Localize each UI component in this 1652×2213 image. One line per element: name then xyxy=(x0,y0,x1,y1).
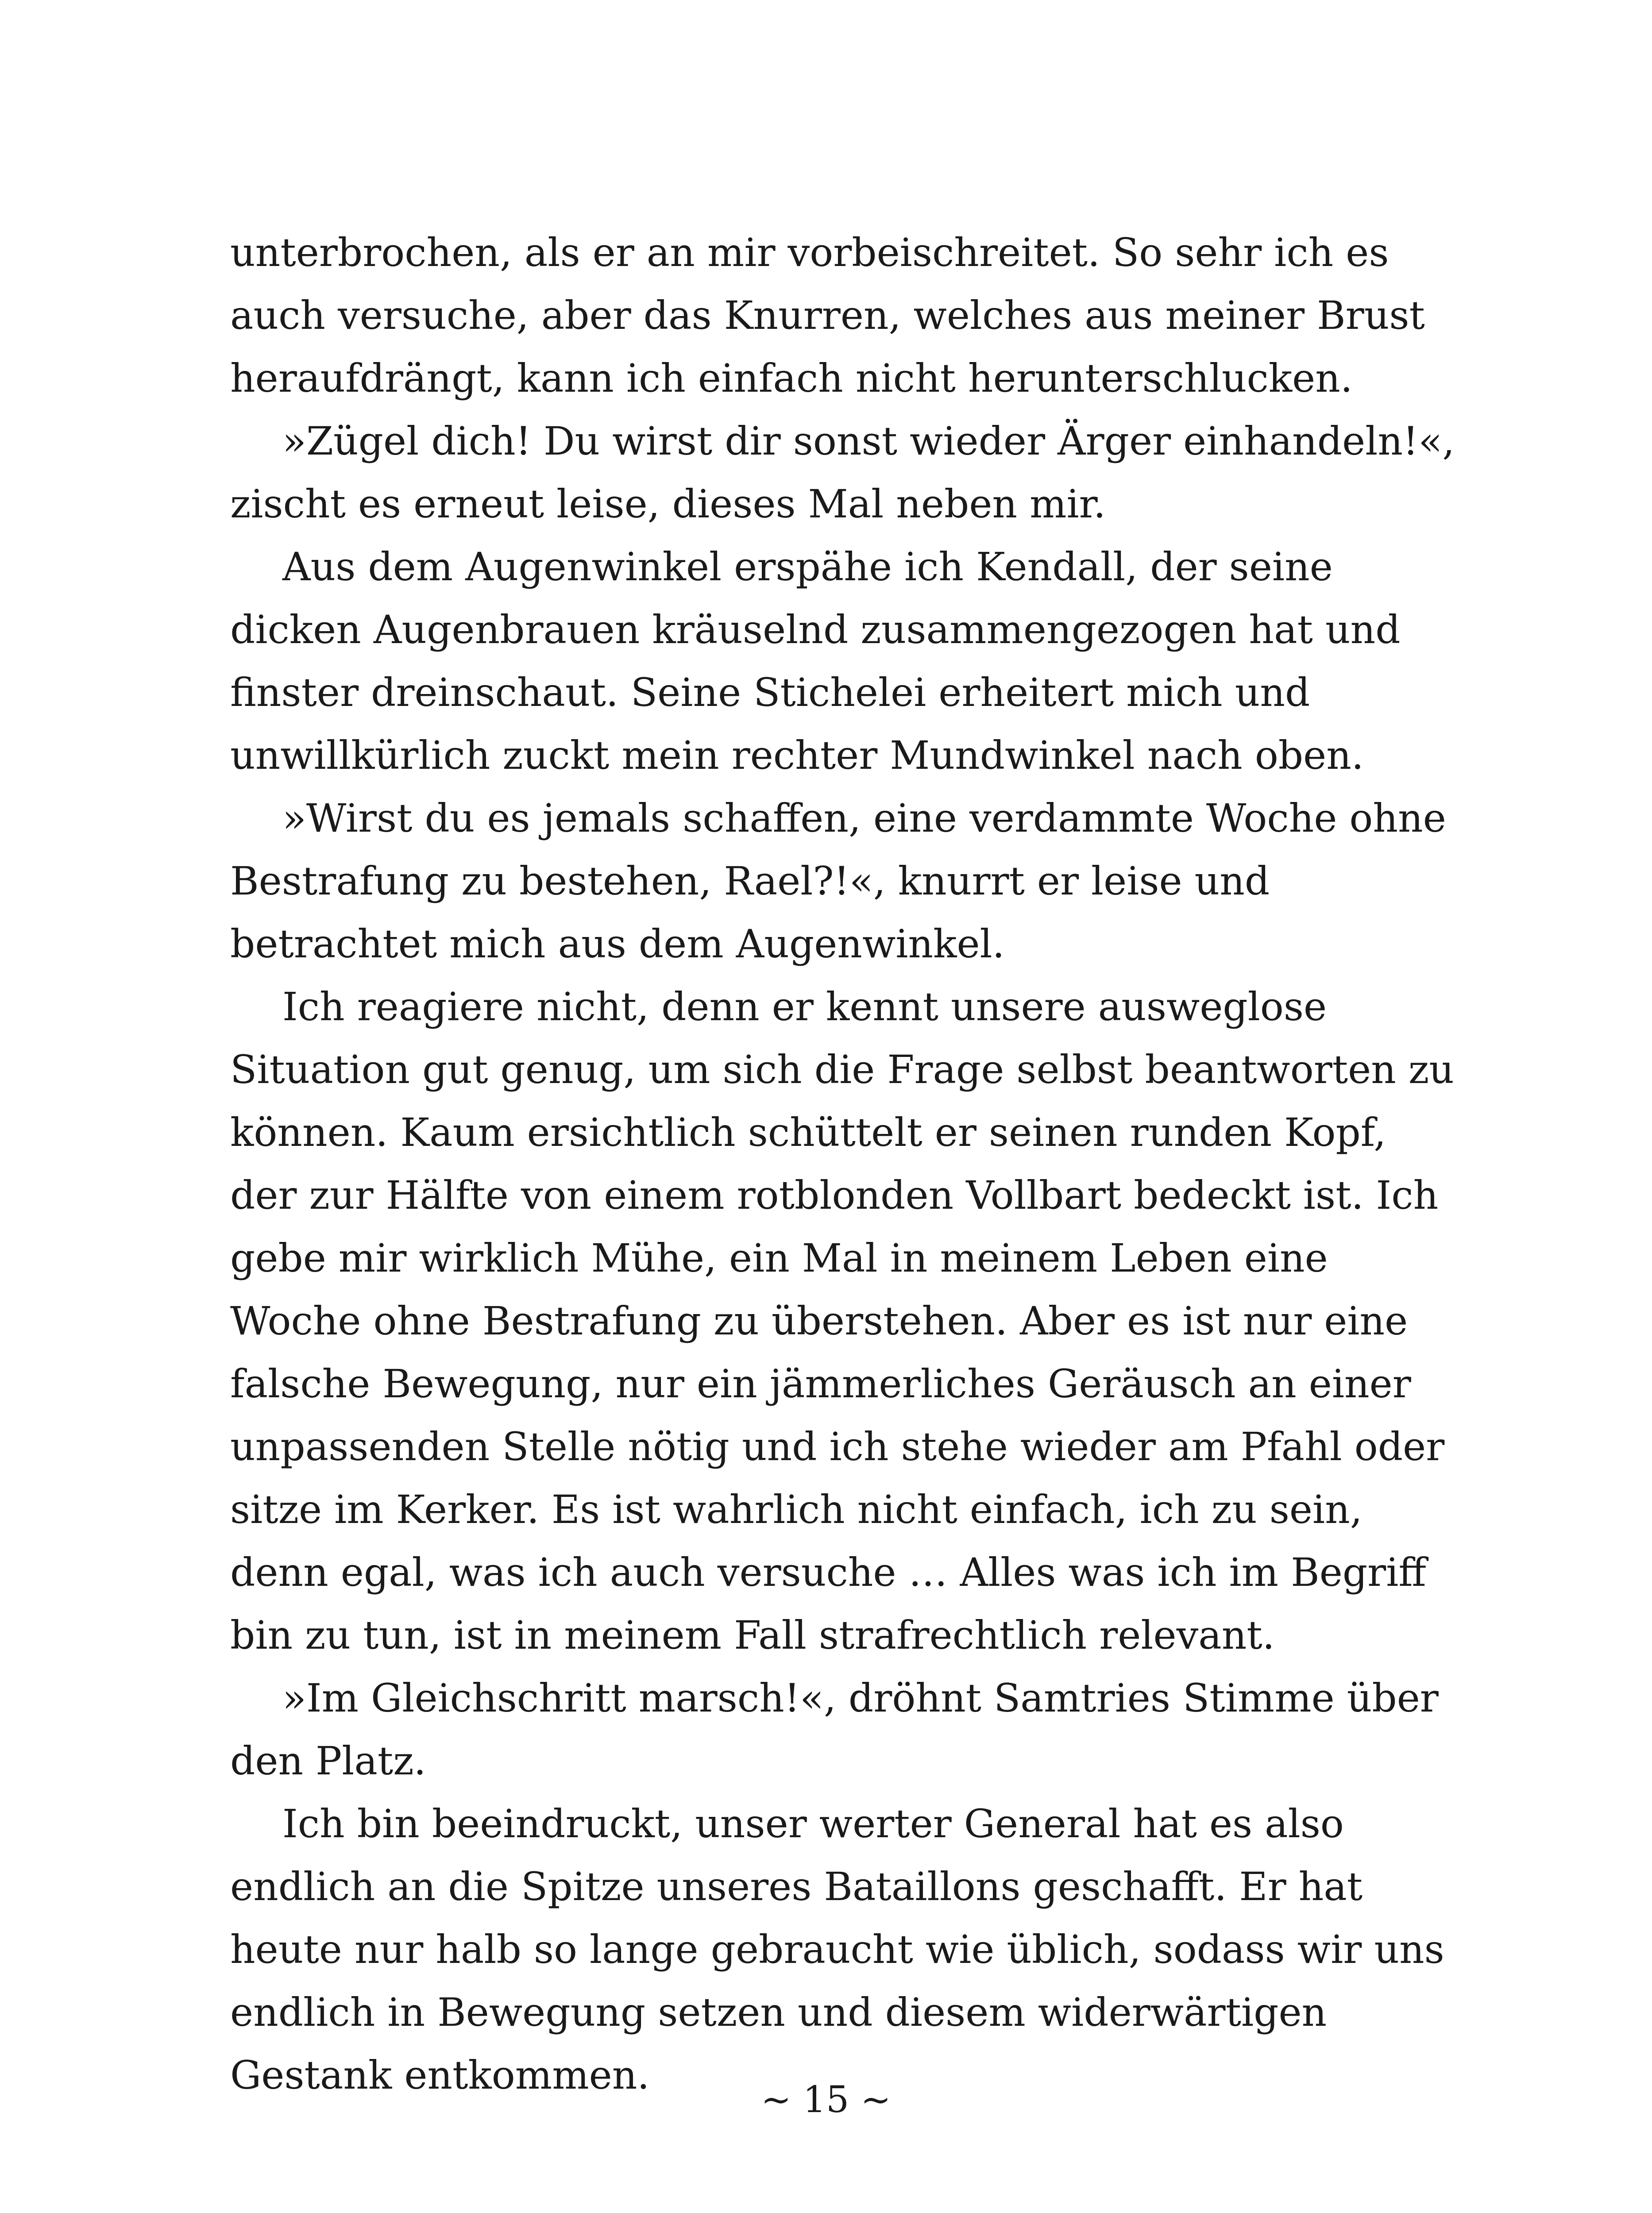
paragraph-5: Ich reagiere nicht, denn er kennt unsere ausweglose Situation gut genug, um sich die Frage selbst beantworten zu können. Kaum ersichtlich schüttelt er seinen runden Kopf, der zur Hälfte von einem rotblonden Vollbart bedeckt ist. Ich gebe mir wirklich Mühe, ein Mal in meinem Leben eine Woche ohne Bestrafung zu überstehen. Aber es ist nur eine falsche Bewegung, nur ein jämmerliches Geräusch an einer unpassenden Stelle nötig und ich stehe wieder am Pfahl oder sitze im Kerker. Es ist wahrlich nicht einfach, ich zu sein, denn egal, was ich auch versuche … Alles was ich im Begriff bin zu tun, ist in meinem Fall strafrechtlich relevant. xyxy=(230,984,1454,1658)
page-number: ~ 15 ~ xyxy=(761,2079,891,2121)
paragraph-6: »Im Gleichschritt marsch!«, dröhnt Samtries Stimme über den Platz. xyxy=(230,1675,1439,1784)
paragraph-3: Aus dem Augenwinkel erspähe ich Kendall, der seine dicken Augenbrauen kräuselnd zusammengezogen hat und finster dreinschaut. Seine Stichelei erheitert mich und unwillkürlich zuckt mein rechter Mundwinkel nach oben. xyxy=(230,544,1401,778)
paragraph-1: unterbrochen, als er an mir vorbeischreitet. So sehr ich es auch versuche, aber das Knurren, welches aus meiner Brust heraufdrängt, kann ich einfach nicht herunterschlucken. xyxy=(230,230,1425,401)
paragraph-4: »Wirst du es jemals schaffen, eine verdammte Woche ohne Bestrafung zu bestehen, Rael?!«, knurrt er leise und betrachtet mich aus dem Augenwinkel. xyxy=(230,795,1446,967)
paragraph-7: Ich bin beeindruckt, unser werter General hat es also endlich an die Spitze unseres Bataillons geschafft. Er hat heute nur halb so lange gebraucht wie üblich, sodass wir uns endlich in Bewegung setzen und diesem widerwärtigen Gestank entkommen. xyxy=(230,1801,1444,2098)
paragraph-2: »Zügel dich! Du wirst dir sonst wieder Ärger einhandeln!«, zischt es erneut leise, dieses Mal neben mir. xyxy=(230,418,1455,527)
body-text xyxy=(230,221,1456,2107)
